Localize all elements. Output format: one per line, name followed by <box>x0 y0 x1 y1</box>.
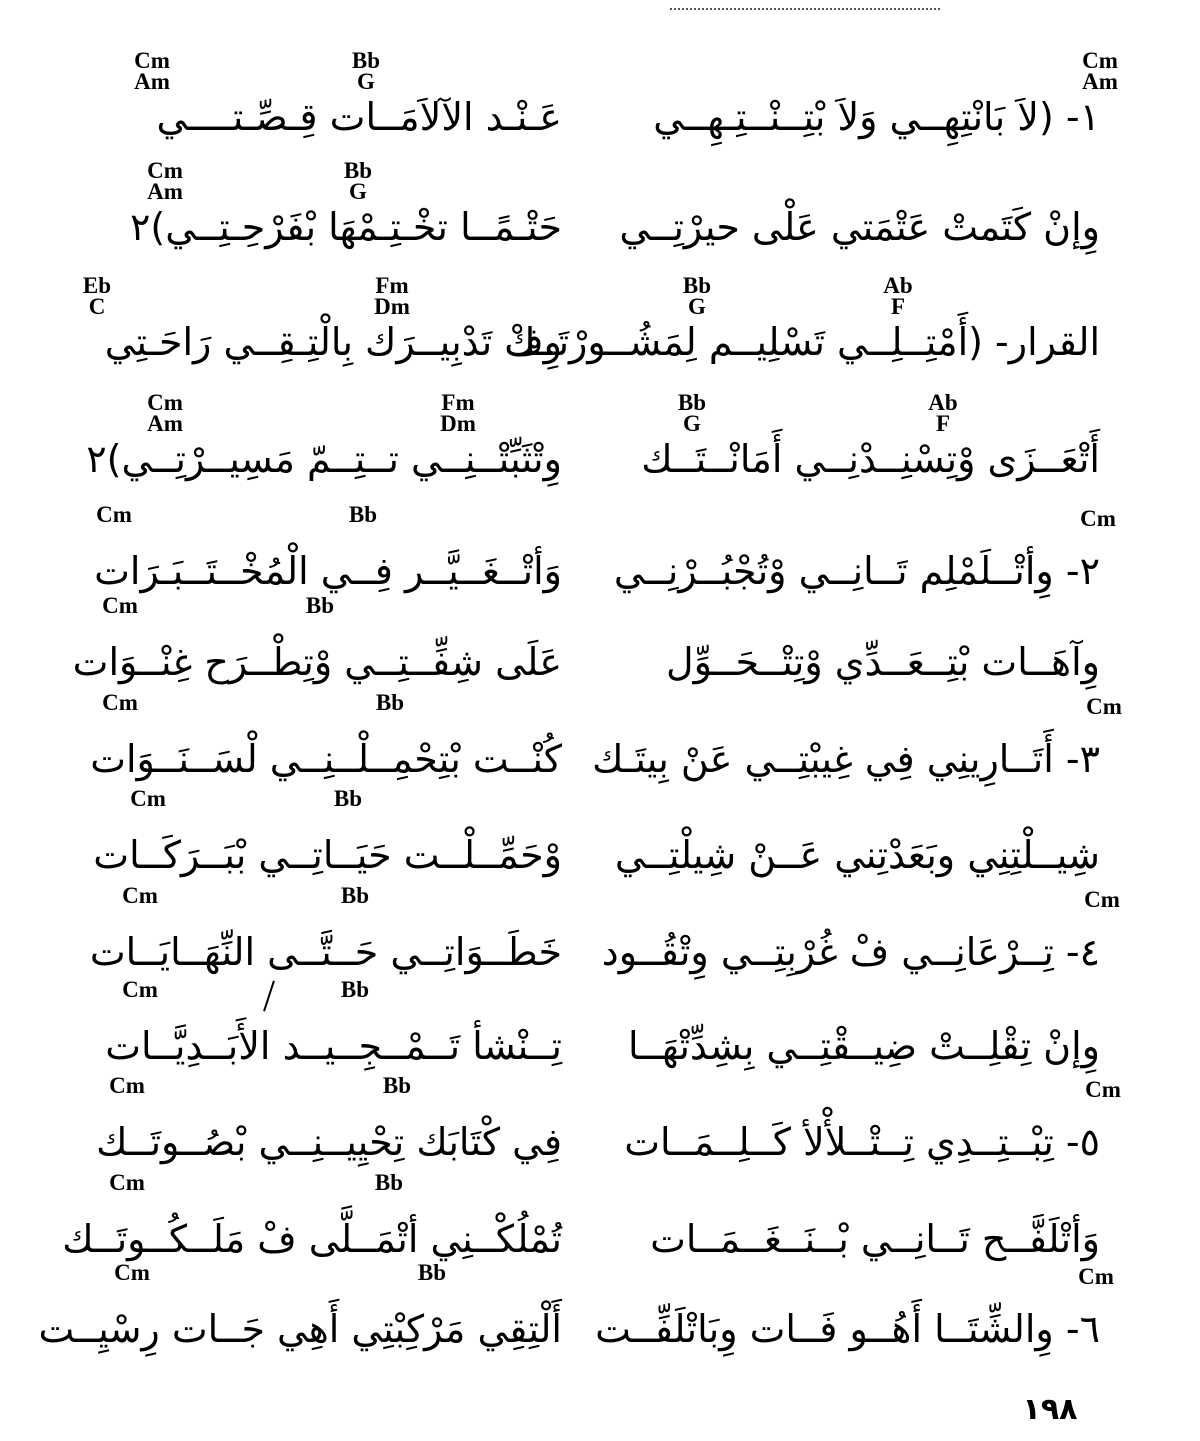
lyric-left: عَـنْـد الآلاَمَــات قِـصِّـتــــي <box>156 95 562 139</box>
chord: Cm Am <box>147 390 183 436</box>
lyric-left: فِي كْتَابَك تِحْيِيــنِــي بْصُــوتَــك <box>96 1120 562 1164</box>
lyric-left: تِــنْشأ تَــمْــجِــيــد الأَبَــدِيَّــات <box>105 1024 562 1068</box>
lyric-right: ٢- وِأتْــلَمْلِم تَــانِــي وْتُجْبُــرْنِــي <box>613 549 1100 593</box>
chord: Bb G <box>682 273 712 319</box>
chord: Cm <box>130 786 166 811</box>
chord: Bb G <box>351 48 381 94</box>
lyric-right: وِإنْ كَتَمتْ عَتْمَتي عَلْى حيرْتِــي <box>619 205 1100 249</box>
chord: Bb <box>417 1260 447 1285</box>
lyric-right: القرار- (أَمْتِــلِــي تَسْلِيــم لِمَشُــورْتَــك <box>504 320 1100 364</box>
lyric-right: ٦- وِالشِّتَــا أَهُــو فَــات وِبَاتْلَفِّــت <box>595 1307 1100 1351</box>
lyric-row-5 <box>0 504 1200 601</box>
lyric-left: عَلَى شِفِّــتِــي وْتِطْــرَح غِنْــوَات <box>72 640 562 684</box>
chord: Cm Am <box>134 48 170 94</box>
lyric-row-1 <box>0 50 1200 147</box>
chord: Cm <box>114 1260 150 1285</box>
lyric-left: أَلْتِقِي مَرْكِبْتِي أَهِي جَــات رِسْيِــت <box>38 1307 562 1351</box>
chord: Ab F <box>928 390 958 436</box>
lyric-right: ٣- أَتَــارِينِي فِي غِيبْتِــي عَنْ بِيتَـك <box>592 737 1100 781</box>
lyric-right: وَأتْلَفَّــح تَــانِــي بْــنَــغَــمَــات <box>650 1217 1100 1261</box>
chord: Bb G <box>677 390 707 436</box>
chord: Cm <box>1086 694 1122 719</box>
chord: Bb <box>340 883 370 908</box>
lyric-row-9 <box>0 885 1200 982</box>
chord: Cm Am <box>1082 48 1118 94</box>
lyric-left: حَتْـمًــا تخْـتِـمْهَا بْفَرْحِـتِــي)٢ <box>129 205 562 249</box>
lyric-row-7 <box>0 692 1200 789</box>
page-number: ١٩٨ <box>1022 1392 1078 1427</box>
chord: Bb <box>340 977 370 1002</box>
chord: Cm <box>109 1073 145 1098</box>
lyric-right: شِيــلْتِنِي وبَعَدْتِني عَــنْ شِيلْتِــي <box>614 833 1100 877</box>
lyric-left: وِفْ تَدْبِيــرَك بِالْتِـقِــي رَاحَـتِي <box>104 320 562 364</box>
lyric-right: ٥- تِبْــتِــدِي تِــتْــلأْلأ كَــلِــمَــات <box>624 1120 1100 1164</box>
top-dotted-rule <box>670 0 940 10</box>
chord: Fm Dm <box>374 273 410 319</box>
lyric-right: وِإنْ تِقْلِــتْ ضِيــقْتِــي بِشِدِّتْهَــا <box>628 1024 1100 1068</box>
chord: Cm Am <box>147 158 183 204</box>
lyric-row-13 <box>0 1262 1200 1359</box>
chord: Bb <box>375 690 405 715</box>
chord: Cm <box>1085 1077 1121 1102</box>
chord: Cm <box>102 593 138 618</box>
chord: Bb <box>382 1073 412 1098</box>
chord: Bb <box>333 786 363 811</box>
lyric-row-10 <box>0 979 1200 1076</box>
lyric-row-11 <box>0 1075 1200 1172</box>
chord: Bb <box>374 1170 404 1195</box>
chord: Cm <box>109 1170 145 1195</box>
lyric-row-2 <box>0 160 1200 257</box>
chord: Cm <box>122 977 158 1002</box>
lyric-left: خَطَــوَاتِــي حَــتَّــى النِّهَــايَــات <box>89 930 562 974</box>
chord: Cm <box>122 883 158 908</box>
lyric-left: تُمْلُكْــنِي أتْمَــلَّى فْ مَلَــكُــوتَــك <box>62 1217 562 1261</box>
chord: Cm <box>1080 506 1116 531</box>
chord: Fm Dm <box>440 390 476 436</box>
lyric-row-3 <box>0 275 1200 372</box>
lyric-left: وَأتْــغَــيَّــر فِــي الْمُخْــتَــبَـرَات <box>94 549 562 593</box>
lyric-left: وِتْثَبِّتْــنِــي تــتِــمّ مَسِيــرْتِــي)٢ <box>86 437 562 481</box>
lyric-right: ٤- تِــرْعَانِــي فْ غُرْبِتِــي وِتْقُــود <box>601 930 1100 974</box>
lyric-row-12 <box>0 1172 1200 1269</box>
lyric-right: ١- (لاَ بَانْتِهِــي وَلاَ بْتِــنْــتِـهِــي <box>653 95 1100 139</box>
chord: Cm <box>102 690 138 715</box>
chord: Bb <box>305 593 335 618</box>
lyric-left: كُنْــت بْتِحْمِــلْــنِــي لْسَــنَــوَات <box>90 737 562 781</box>
chord: Cm <box>1084 887 1120 912</box>
chord: Eb C <box>82 273 112 319</box>
chord: Ab F <box>883 273 913 319</box>
lyric-row-8 <box>0 788 1200 885</box>
lyric-left: وْحَمِّــلْــت حَيَــاتِــي بْبَــرَكَــات <box>93 833 562 877</box>
chord: Bb <box>348 502 378 527</box>
chord: Cm <box>96 502 132 527</box>
chord: Cm <box>1078 1264 1114 1289</box>
lyric-right: أَتْعَــزَى وْتِسْنِــدْنِــي أَمَانْــتَــك <box>641 437 1100 481</box>
chord: Bb G <box>343 158 373 204</box>
lyric-row-6 <box>0 595 1200 692</box>
lyric-row-4 <box>0 392 1200 489</box>
lyric-right: وِآهَــات بْتِــعَــدِّي وْتِتْــحَــوِّل <box>665 640 1100 684</box>
